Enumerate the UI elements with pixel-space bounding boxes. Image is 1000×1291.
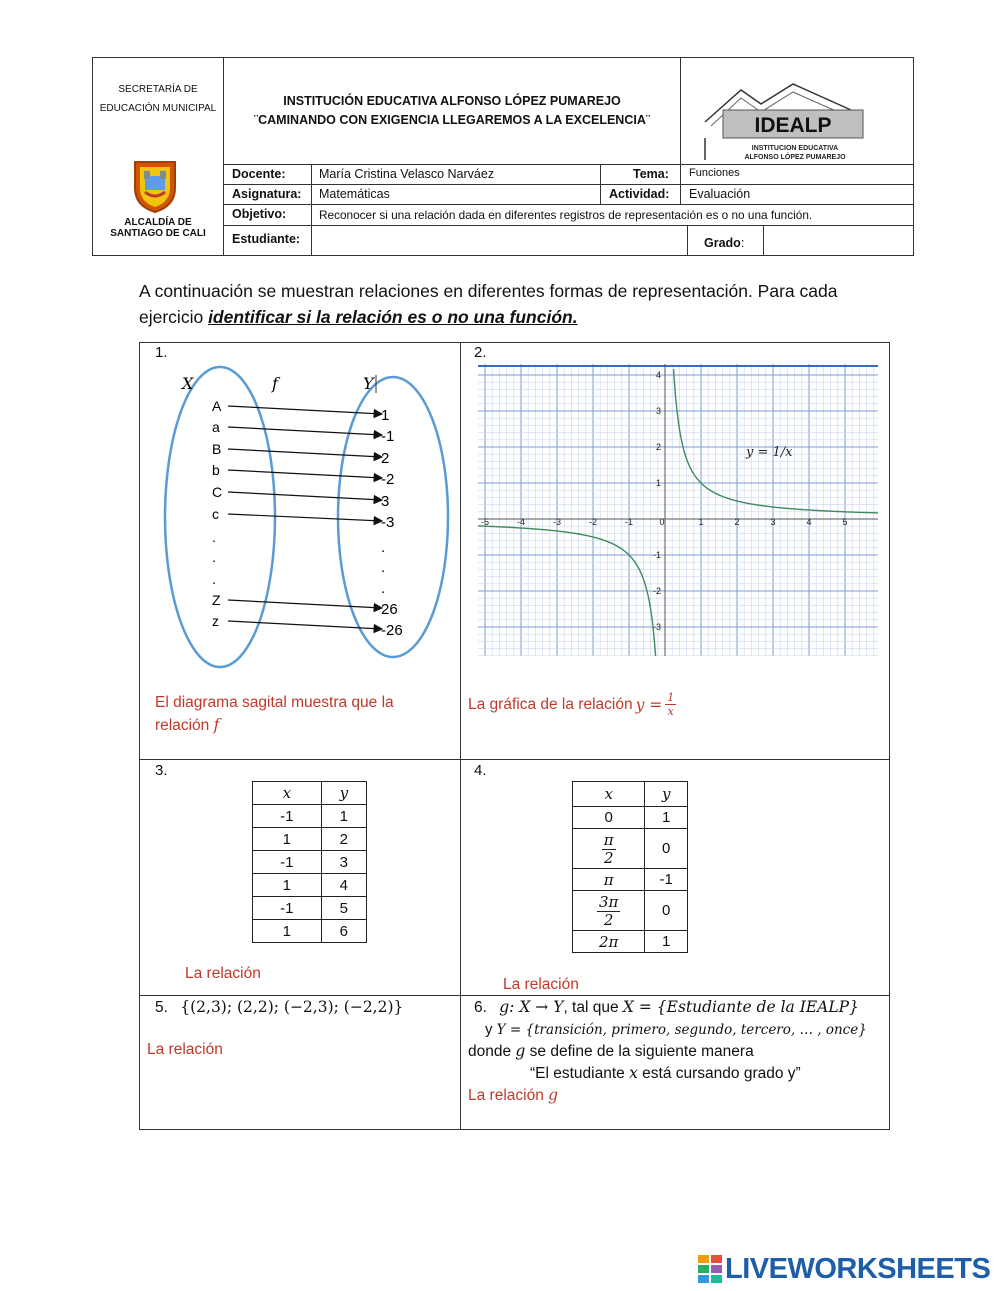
domain-element: c <box>212 506 219 522</box>
ex3-cell: 2 <box>321 828 366 851</box>
domain-element: Z <box>212 592 221 608</box>
ex4-number: 4. <box>474 762 487 779</box>
ex6-number: 6. <box>474 999 487 1016</box>
ex6-quote2: está cursando grado y” <box>637 1065 801 1082</box>
x-tick-label: -1 <box>624 517 634 527</box>
ex2-answer-fraction <box>665 692 676 717</box>
y-tick-label: 4 <box>655 370 661 380</box>
grado-colon: : <box>740 236 745 250</box>
logo-sub1: INSTITUCION EDUCATIVA <box>751 145 839 152</box>
ex6-y-prefix: y <box>485 1021 497 1038</box>
grado-field[interactable] <box>765 227 912 254</box>
ex6-tal-que: , tal que <box>563 999 623 1016</box>
x-tick-label: -4 <box>516 517 526 527</box>
table-row <box>573 869 688 891</box>
domain-element: . <box>212 571 216 587</box>
ex4-head-x: x <box>573 782 645 807</box>
docente-label: Docente: <box>232 167 286 181</box>
domain-element: . <box>212 549 216 565</box>
ex6-g-def: g: X → Y <box>499 998 564 1016</box>
y-tick-label: -1 <box>652 550 661 560</box>
x-tick-label: -2 <box>588 517 598 527</box>
y-tick-label: 3 <box>655 406 661 416</box>
codomain-element: -2 <box>381 471 395 488</box>
estudiante-field[interactable] <box>313 227 685 254</box>
x-tick-label: 5 <box>842 517 848 527</box>
ex5-number: 5. <box>155 999 168 1016</box>
codomain-element: . <box>381 539 386 556</box>
ex3-head-y: y <box>321 782 366 805</box>
ex2-answer-text: La gráfica de la relación <box>468 695 633 713</box>
codomain-element: -26 <box>381 622 403 639</box>
ex4-cell: 1 <box>645 807 688 829</box>
ex3-cell: 3 <box>321 851 366 874</box>
logo-text: IDEALP <box>754 114 832 137</box>
docente-value: María Cristina Velasco Narváez <box>319 167 495 181</box>
instructions <box>139 278 899 330</box>
ex4-cell: 2π <box>573 931 645 953</box>
header-table <box>92 57 914 256</box>
liveworksheets-text: LIVEWORKSHEETS <box>725 1252 991 1285</box>
idealp-logo <box>701 80 871 162</box>
logo-sub2: ALFONSO LÓPEZ PUMAREJO <box>744 154 846 161</box>
ex2-answer-y: y = <box>635 695 663 714</box>
liveworksheets-logo-icon <box>697 1254 723 1284</box>
graph-y-1-over-x <box>478 364 878 656</box>
ex6-answer-text: La relación <box>468 1087 549 1104</box>
ex6-donde1: donde <box>468 1043 516 1060</box>
x-tick-label: 0 <box>659 517 665 527</box>
y-tick-label: -2 <box>652 586 661 596</box>
objetivo-value: Reconocer si una relación dada en diferentes registros de representación es o no una función. <box>319 208 813 222</box>
cali-coat-of-arms-icon <box>129 158 181 214</box>
ex3-cell: 5 <box>321 897 366 920</box>
instructions-emphasis: identificar si la relación es o no una función. <box>208 307 578 327</box>
ex1-answer-line1: El diagrama sagital muestra que la <box>155 694 394 711</box>
x-tick-label: -3 <box>552 517 562 527</box>
ex4-cell: -1 <box>645 869 688 891</box>
ex2-number: 2. <box>474 344 487 361</box>
ex4-frac-3pi-2 <box>597 892 620 929</box>
ex2-frac-num: 1 <box>667 691 675 704</box>
secretaria-label: SECRETARÍA DE EDUCACIÓN MUNICIPAL <box>99 84 217 114</box>
x-tick-label: 2 <box>734 517 740 527</box>
ex3-cell: 1 <box>253 874 322 897</box>
y-tick-label: -3 <box>652 622 661 632</box>
ex4-answer: La relación <box>503 976 579 993</box>
set-y-label: Y <box>363 374 374 393</box>
asignatura-value: Matemáticas <box>319 187 390 201</box>
ex5-line <box>155 998 403 1017</box>
ex3-number: 3. <box>155 762 168 779</box>
asignatura-label: Asignatura: <box>232 187 302 201</box>
ex4-cell: 0 <box>645 829 688 869</box>
table-row <box>253 920 367 943</box>
codomain-element: -3 <box>381 514 395 531</box>
codomain-element: 3 <box>381 493 390 510</box>
domain-element: a <box>212 419 220 435</box>
ex1-answer-text: relación <box>155 717 214 734</box>
table-row <box>253 828 367 851</box>
table-row <box>253 805 367 828</box>
ex4-cell: 1 <box>645 931 688 953</box>
ex6-line4 <box>530 1064 801 1083</box>
grado-label: Grado <box>704 236 741 250</box>
ex4-table <box>572 781 688 953</box>
ex4-cell: π <box>573 869 645 891</box>
domain-element: b <box>212 462 220 478</box>
grado-label-wrap <box>704 236 744 250</box>
ex4-frac-num: 3π <box>599 892 619 911</box>
ex3-cell: 6 <box>321 920 366 943</box>
table-row <box>573 829 688 869</box>
ex4-frac-den: 2 <box>603 848 614 867</box>
x-tick-label: -5 <box>480 517 490 527</box>
set-x-label: X <box>182 374 194 393</box>
ex3-head-x: x <box>253 782 322 805</box>
ex1-answer-var: f <box>213 716 220 734</box>
ex4-frac-den: 2 <box>603 910 614 929</box>
table-row <box>253 851 367 874</box>
tema-label: Tema: <box>633 167 669 181</box>
ex3-answer: La relación <box>185 965 261 982</box>
table-row <box>573 931 688 953</box>
codomain-element: . <box>381 580 386 597</box>
ex3-cell: 1 <box>321 805 366 828</box>
ex3-table <box>252 781 367 943</box>
mapping-arrow <box>228 492 382 500</box>
actividad-label: Actividad: <box>609 187 670 201</box>
institution-name: INSTITUCIÓN EDUCATIVA ALFONSO LÓPEZ PUMAREJO <box>283 94 621 108</box>
ex3-cell: 4 <box>321 874 366 897</box>
table-row <box>573 891 688 931</box>
domain-element: . <box>212 529 216 545</box>
domain-element: B <box>212 441 222 457</box>
domain-element: A <box>212 398 222 414</box>
ex3-cell: 1 <box>253 920 322 943</box>
table-row <box>253 874 367 897</box>
x-tick-label: 4 <box>806 517 812 527</box>
ex6-quote1: “El estudiante <box>530 1065 630 1082</box>
instructions-text: A continuación se muestran relaciones en diferentes formas de representación. Para cada ejercicio <box>139 281 838 327</box>
codomain-element: -1 <box>381 428 395 445</box>
ex4-head-y: y <box>645 782 688 807</box>
ex6-answer <box>468 1086 558 1105</box>
function-label: f <box>272 374 278 393</box>
y-tick-label: 2 <box>655 442 661 452</box>
ex3-cell: -1 <box>253 897 322 920</box>
ex6-line1 <box>474 998 859 1017</box>
ex2-frac-den: x <box>667 705 674 718</box>
ex4-frac-num: π <box>603 830 614 849</box>
codomain-element: . <box>381 559 386 576</box>
sagittal-diagram <box>150 365 450 675</box>
ex3-cell: -1 <box>253 805 322 828</box>
codomain-element: 26 <box>381 601 398 618</box>
ex6-donde2: se define de la siguiente manera <box>525 1043 754 1060</box>
table-row <box>253 897 367 920</box>
y-tick-label: 1 <box>655 478 661 488</box>
codomain-element: 1 <box>381 407 390 424</box>
codomain-element: 2 <box>381 450 390 467</box>
curve-label: y = 1/x <box>746 445 793 460</box>
mapping-arrow <box>228 470 382 478</box>
ex3-cell: 1 <box>253 828 322 851</box>
estudiante-label: Estudiante: <box>232 232 301 246</box>
ex5-set: {(2,3); (2,2); (−2,3); (−2,2)} <box>180 998 404 1016</box>
alcaldia-line1: ALCALDÍA DE <box>124 217 192 228</box>
ex2-answer <box>468 692 676 717</box>
x-tick-label: 3 <box>770 517 776 527</box>
ex6-x-def: X = {Estudiante de la IEALP} <box>622 998 859 1016</box>
ex6-answer-var: g <box>548 1086 559 1104</box>
ex6-line2 <box>485 1021 867 1038</box>
ex1-answer-line2 <box>155 716 219 735</box>
ex4-frac-pi-2 <box>602 830 616 867</box>
ex6-quote-x: x <box>629 1064 638 1082</box>
institution-motto: ¨CAMINANDO CON EXIGENCIA LLEGAREMOS A LA EXCELENCIA¨ <box>253 113 651 127</box>
domain-element: z <box>212 613 219 629</box>
x-tick-label: 1 <box>698 517 704 527</box>
tema-value: Funciones <box>689 167 740 179</box>
curve-branch-positive <box>674 369 878 513</box>
ex4-cell: 0 <box>573 807 645 829</box>
ex6-line3 <box>468 1042 754 1061</box>
domain-element: C <box>212 484 223 500</box>
actividad-value: Evaluación <box>689 187 751 201</box>
mapping-arrow <box>228 600 382 608</box>
ex4-cell: 0 <box>645 891 688 931</box>
liveworksheets-brand <box>697 1252 990 1286</box>
ex6-y-def: Y = {transición, primero, segundo, tercero, … , once} <box>496 1022 867 1038</box>
objetivo-label: Objetivo: <box>232 207 287 221</box>
table-row <box>573 807 688 829</box>
ex6-donde-g: g <box>515 1042 526 1060</box>
ex5-answer: La relación <box>147 1041 223 1058</box>
mapping-arrow <box>228 449 382 457</box>
ex3-cell: -1 <box>253 851 322 874</box>
alcaldia-line2: SANTIAGO DE CALI <box>110 228 206 239</box>
mapping-arrow <box>228 427 382 435</box>
ex1-number: 1. <box>155 344 168 361</box>
mapping-arrow <box>228 514 382 521</box>
